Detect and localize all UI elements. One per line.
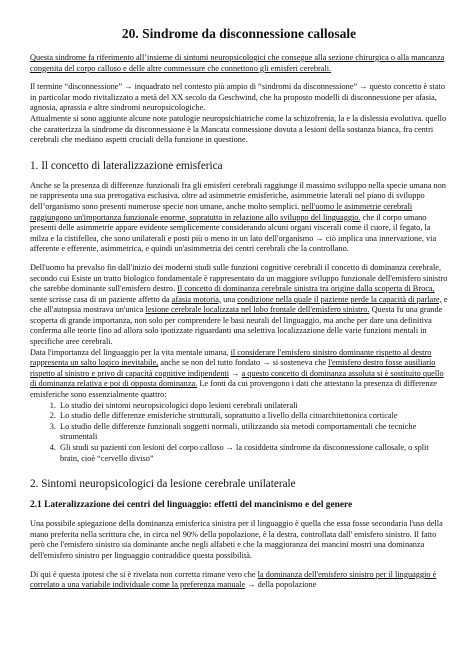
underlined-text: a questo concetto di dominanza assoluta si è sostituito quello di dominanza relativa e poi di opposta dominanza. [30, 368, 444, 389]
section-1-paragraph-3 [30, 348, 448, 401]
intro-paragraph-1 [30, 53, 448, 74]
arrow-text: → [231, 368, 240, 378]
text: Questa fu una grande scoperta di grande importanza, non solo per comprendere le basi neurali del linguaggio, ma anche per dare una definitiva conferma alle teorie fino ad allora solo ipotizzate riguardanti una selettiva localizzazione delle varie funzioni mentali in specifiche aree cerebrali. [30, 305, 443, 347]
section-2-1-heading: 2.1 Lateralizzazione dei centri del linguaggio: effetti del mancinismo e del genere [30, 500, 353, 511]
text: → della popolazione [247, 580, 317, 590]
section-2-1-paragraph-2 [30, 570, 448, 591]
page-title: 20. Sindrome da disconnessione callosale [121, 26, 357, 41]
list-item: 2. Lo studio delle differenze emisferiche strutturali, soprattutto a livello della citoarchitettonica corticale [58, 411, 448, 422]
section-2-heading: 2. Sintomi neuropsicologici da lesione cerebrale unilaterale [30, 478, 296, 491]
underlined-text: l'emisfero destro fosse ausiliario rispetto al sinistro e privo di capacità cognitive indipendenti [30, 358, 436, 378]
text: Anche se la presenza di differenze funzionali fra gli emisferi cerebrali raggiunge il massimo sviluppo nella specie umana non ne rappresenta una sua prerogativa esclusiva. oltre ad asimmetrie emisferiche, asimmetrie laterali nel piano di sviluppo dell’organismo sono presenti numerose specie non umane, anche molto semplici. [30, 180, 446, 211]
intro-paragraph-3: Attualmente si sono aggiunte alcune note patologie neuropsichiatriche come la schizofrenia, la e la dislessia evolutiva. quello che caratterizza la sindrome da disconnessione è la Mancata connessione dovuta a lesioni della sostanza bianca, fra centri cerebrali che mediano aspetti cruciali della funzione in questione. [30, 113, 447, 145]
underlined-text: il considerare l'emisfero sinistro dominante rispetto al destro rappresenta un salto logico inevitabile, [30, 347, 432, 368]
underlined-text: la dominanza dell'emisfero sinistro per il linguaggio è correlato a una variabile individuale come la preferenza manuale [30, 569, 437, 590]
text: Dell'uomo ha prevalso fin dall'inizio dei moderni studi sulle funzioni cognitive cerebrali il concetto di dominanza cerebrale, secondo cui Esiste un tratto biologico fondamentale è rappresentato da un maggiore sviluppo funzionale dell'emisfero sinistro che sarebbe dominante sull'emisfero destro. [30, 262, 448, 294]
section-1-paragraph-1 [30, 181, 448, 255]
underlined-text: Il concetto di dominanza cerebrale sinistra tra origine dalla scoperta di Broca, [177, 284, 435, 294]
text: Di qui è questa ipotesi che si è rivelata non corretta rimane vero che [30, 569, 256, 579]
text: una [223, 294, 236, 304]
list-item: 1. Lo studio dei sintomi neuropsicologici dopo lesioni cerebrali unilaterali [58, 401, 448, 412]
text: che il corpo umano presenti delle asimmetrie appare evidente semplicemente considerando alcuni organi viscerali come il cuore, il fegato, la milza e la cistifellea, che sono unilaterali e posti più o meno in un lato dell'organismo → ciò implica una innervazione, via afferente e efferente, asimmetrica, e quindi un'asimmetria dei centri cerebrali che la controllano. [30, 212, 437, 254]
list-item: 4. Gli studi su pazienti con lesioni del corpo calloso → la cosiddetta sindrome da disconnessione callosale, o split brain, cioè “cervello diviso” [58, 443, 448, 464]
text: e che all'autopsia mostrava un'unica [30, 294, 448, 315]
underlined-text: lesione cerebrale localizzata nel lobo frontale dell'emisfero sinistro. [145, 305, 370, 315]
text: Data l'importanza del linguaggio per la vita mentale umana, [30, 347, 229, 357]
sources-list [30, 401, 448, 465]
section-2-1-paragraph-1: Una possibile spiegazione della dominanza emisferica sinistra per il linguaggio è quella che essa fosse secondaria l'uso della mano preferita nella scrittura che, in circa nel 90% della popolazione, è la destra, controllata dall' emisfero sinistro. Il fatto però che l'emisfero sinistro sia dominante anche negli alfabeti e che la maggioranza dei mancini mostri una dominanza dell'emisfero sinistro per linguaggio contraddice questa possibilità. [30, 519, 443, 560]
section-1-heading: 1. Il concetto di lateralizzazione emisferica [30, 159, 223, 172]
underlined-text: afasia motoria, [171, 294, 222, 304]
text: anche se non del tutto fondato → si sosteneva che [160, 358, 327, 368]
section-1-paragraph-2 [30, 263, 448, 348]
intro-paragraph-2: Il termine “disconnessione” → inquadrato nel contesto più ampio di “sindromi da disconnessione” → questo concetto è stato in particolar modo rivitalizzato a metà del XX secolo da Geschwind, che ha proposto modelli di disconnessione per afasia, agnosia, aprassia e altre sindromi neuropsicologiche. [30, 82, 445, 113]
list-item: 3. Lo studio delle differenze funzionali soggetti normali, utilizzando sia metodi comportamentali che tecniche strumentali [58, 422, 448, 443]
text: sente scrisse casa di un paziente affetto da [30, 294, 170, 304]
intro-text: Questa sindrome fa riferimento all’insieme di sintomi neuropsicologici che consegue alla sezione chirurgica o alla mancanza congenita del corpo calloso e delle altre commessure che connettono gli emisferi cerebrali. [30, 53, 445, 73]
text: Le fonti da cui provengono i dati che attestano la presenza di differenze emisferiche sono essenzialmente quattro: [30, 379, 437, 400]
underlined-text: nell'uomo le asimmetrie cerebrali raggiungono un'importanza funzionale enorme, sopratutto in relazione allo sviluppo del linguaggio. [30, 201, 413, 222]
underlined-text: condizione nella quale il paziente perde la capacità di parlare, [237, 294, 442, 304]
